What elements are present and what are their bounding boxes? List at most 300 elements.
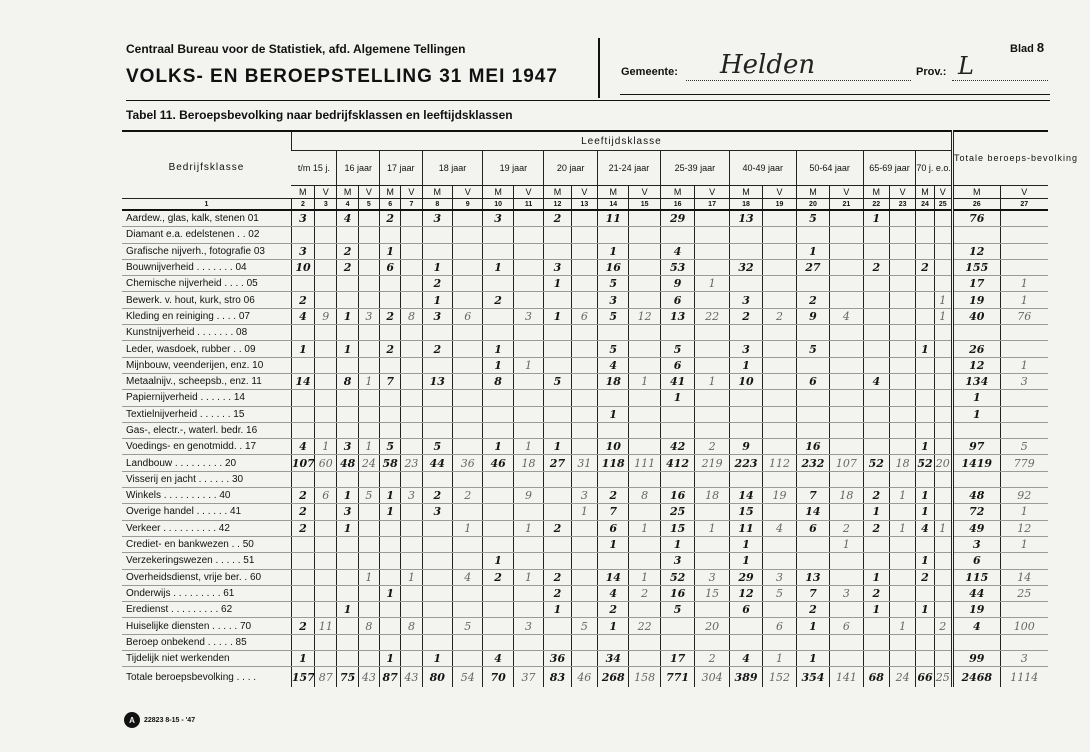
table-cell: 3 bbox=[1000, 651, 1048, 667]
table-cell bbox=[483, 634, 513, 650]
table-title: Tabel 11. Beroepsbevolking naar bedrijfsklassen en leeftijdsklassen bbox=[126, 108, 513, 122]
column-number: 9 bbox=[453, 199, 483, 211]
table-cell bbox=[660, 618, 694, 634]
table-cell bbox=[483, 390, 513, 406]
table-cell bbox=[453, 634, 483, 650]
table-cell bbox=[934, 357, 952, 373]
form-title: VOLKS- EN BEROEPSTELLING 31 MEI 1947 bbox=[126, 66, 558, 87]
table-cell bbox=[453, 504, 483, 520]
table-cell: 6 bbox=[660, 357, 694, 373]
column-number: 7 bbox=[401, 199, 422, 211]
table-cell bbox=[695, 390, 729, 406]
table-cell bbox=[763, 341, 796, 357]
column-number: 23 bbox=[889, 199, 915, 211]
table-cell bbox=[358, 325, 379, 341]
table-cell bbox=[695, 292, 729, 308]
table-cell bbox=[315, 341, 337, 357]
table-cell: 389 bbox=[729, 667, 762, 688]
table-cell bbox=[889, 276, 915, 292]
table-cell bbox=[889, 651, 915, 667]
table-cell bbox=[571, 276, 597, 292]
table-cell bbox=[315, 259, 337, 275]
table-row bbox=[122, 325, 1048, 341]
table-cell bbox=[544, 227, 571, 243]
table-cell bbox=[934, 651, 952, 667]
table-row bbox=[122, 585, 1048, 601]
table-cell: 157 bbox=[291, 667, 314, 688]
table-cell: 42 bbox=[660, 439, 694, 455]
table-cell: 3 bbox=[513, 618, 543, 634]
table-cell: 2 bbox=[291, 520, 314, 536]
table-cell bbox=[544, 634, 571, 650]
age-group-header: 21-24 jaar bbox=[598, 151, 661, 186]
row-label: Textielnijverheid . . . . . . 15 bbox=[122, 406, 291, 422]
table-cell bbox=[453, 553, 483, 569]
sex-label-m: M bbox=[544, 186, 571, 199]
table-cell: 25 bbox=[1000, 585, 1048, 601]
table-cell: 1 bbox=[695, 276, 729, 292]
table-cell bbox=[763, 422, 796, 438]
row-label: Tijdelijk niet werkenden bbox=[122, 651, 291, 667]
table-cell bbox=[337, 585, 358, 601]
table-cell: 16 bbox=[660, 488, 694, 504]
table-cell bbox=[889, 585, 915, 601]
table-cell: 75 bbox=[337, 667, 358, 688]
table-cell bbox=[796, 390, 829, 406]
table-cell: 3 bbox=[830, 585, 863, 601]
table-cell: 9 bbox=[729, 439, 762, 455]
table-cell bbox=[830, 439, 863, 455]
table-cell bbox=[796, 471, 829, 487]
table-cell: 2 bbox=[796, 292, 829, 308]
age-group-header: t/m 15 j. bbox=[291, 151, 337, 186]
table-cell bbox=[380, 520, 401, 536]
table-cell: 6 bbox=[796, 373, 829, 389]
table-cell bbox=[889, 422, 915, 438]
table-cell bbox=[453, 227, 483, 243]
table-cell bbox=[291, 390, 314, 406]
sex-label-m: M bbox=[863, 186, 889, 199]
table-cell: 12 bbox=[1000, 520, 1048, 536]
table-cell: 412 bbox=[660, 455, 694, 471]
table-cell bbox=[889, 373, 915, 389]
table-cell: 1 bbox=[796, 618, 829, 634]
table-cell: 49 bbox=[952, 520, 1000, 536]
table-cell bbox=[571, 439, 597, 455]
table-cell bbox=[401, 520, 422, 536]
table-cell bbox=[934, 569, 952, 585]
sex-label-v: V bbox=[889, 186, 915, 199]
table-cell: 5 bbox=[660, 341, 694, 357]
table-cell: 9 bbox=[513, 488, 543, 504]
table-cell bbox=[513, 634, 543, 650]
table-row bbox=[122, 357, 1048, 373]
table-cell bbox=[1000, 259, 1048, 275]
gemeente-line bbox=[686, 80, 911, 81]
table-cell: 2 bbox=[863, 259, 889, 275]
table-cell: 3 bbox=[1000, 373, 1048, 389]
table-cell bbox=[571, 357, 597, 373]
table-cell: 16 bbox=[796, 439, 829, 455]
table-cell bbox=[453, 471, 483, 487]
row-label: Verzekeringswezen . . . . . 51 bbox=[122, 553, 291, 569]
table-cell bbox=[695, 422, 729, 438]
table-cell bbox=[337, 471, 358, 487]
table-cell: 66 bbox=[916, 667, 934, 688]
table-cell bbox=[763, 373, 796, 389]
sex-label-m: M bbox=[952, 186, 1000, 199]
table-cell bbox=[358, 585, 379, 601]
table-cell: 5 bbox=[598, 276, 629, 292]
table-cell bbox=[315, 602, 337, 618]
table-cell: 3 bbox=[483, 210, 513, 227]
table-cell: 1 bbox=[422, 259, 452, 275]
table-cell bbox=[401, 373, 422, 389]
table-cell bbox=[830, 569, 863, 585]
table-row bbox=[122, 292, 1048, 308]
table-cell bbox=[380, 390, 401, 406]
table-cell: 1 bbox=[729, 536, 762, 552]
table-cell bbox=[629, 439, 660, 455]
table-cell: 1 bbox=[337, 520, 358, 536]
table-cell bbox=[830, 373, 863, 389]
table-cell: 48 bbox=[952, 488, 1000, 504]
table-cell bbox=[629, 210, 660, 227]
table-cell bbox=[422, 553, 452, 569]
table-cell bbox=[358, 553, 379, 569]
table-cell: 60 bbox=[315, 455, 337, 471]
table-cell bbox=[1000, 553, 1048, 569]
table-cell bbox=[763, 243, 796, 259]
table-cell: 4 bbox=[483, 651, 513, 667]
sex-label-m: M bbox=[422, 186, 452, 199]
table-cell bbox=[401, 422, 422, 438]
table-cell bbox=[629, 390, 660, 406]
table-cell: 1 bbox=[358, 373, 379, 389]
table-cell bbox=[483, 227, 513, 243]
table-cell bbox=[629, 602, 660, 618]
table-cell bbox=[796, 357, 829, 373]
table-cell bbox=[629, 536, 660, 552]
table-cell: 1 bbox=[380, 243, 401, 259]
total-header: Totale beroeps-bevolking bbox=[952, 131, 1048, 186]
table-cell bbox=[401, 276, 422, 292]
table-cell: 1419 bbox=[952, 455, 1000, 471]
table-cell: 99 bbox=[952, 651, 1000, 667]
table-cell bbox=[315, 357, 337, 373]
table-cell: 2 bbox=[483, 292, 513, 308]
table-cell bbox=[291, 422, 314, 438]
column-number: 21 bbox=[830, 199, 863, 211]
table-cell bbox=[544, 553, 571, 569]
table-cell bbox=[337, 227, 358, 243]
table-row bbox=[122, 471, 1048, 487]
table-cell bbox=[729, 634, 762, 650]
table-cell bbox=[401, 227, 422, 243]
table-cell: 1 bbox=[422, 292, 452, 308]
table-row bbox=[122, 618, 1048, 634]
table-cell: 6 bbox=[571, 308, 597, 324]
sex-label-m: M bbox=[916, 186, 934, 199]
table-cell: 1 bbox=[544, 308, 571, 324]
table-cell: 54 bbox=[453, 667, 483, 688]
table-cell: 76 bbox=[952, 210, 1000, 227]
table-cell bbox=[453, 390, 483, 406]
table-cell bbox=[513, 553, 543, 569]
table-cell: 92 bbox=[1000, 488, 1048, 504]
gemeente-value: Helden bbox=[720, 50, 816, 80]
table-cell: 3 bbox=[571, 488, 597, 504]
table-cell bbox=[889, 357, 915, 373]
table-cell bbox=[315, 585, 337, 601]
table-cell bbox=[830, 553, 863, 569]
table-cell bbox=[337, 406, 358, 422]
table-cell bbox=[934, 210, 952, 227]
table-cell: 1 bbox=[1000, 276, 1048, 292]
table-cell: 6 bbox=[763, 618, 796, 634]
sex-label-v: V bbox=[358, 186, 379, 199]
table-cell: 4 bbox=[453, 569, 483, 585]
table-cell bbox=[695, 471, 729, 487]
gemeente-label: Gemeente: bbox=[621, 66, 678, 78]
row-label: Crediet- en bankwezen . . 50 bbox=[122, 536, 291, 552]
table-cell: 1 bbox=[934, 520, 952, 536]
table-cell: 1 bbox=[695, 520, 729, 536]
table-cell: 18 bbox=[889, 455, 915, 471]
organization-name: Centraal Bureau voor de Statistiek, afd. Algemene Tellingen bbox=[126, 42, 466, 56]
table-cell: 19 bbox=[952, 602, 1000, 618]
table-cell bbox=[830, 243, 863, 259]
table-cell bbox=[483, 536, 513, 552]
table-cell bbox=[453, 276, 483, 292]
table-cell bbox=[544, 618, 571, 634]
table-cell: 68 bbox=[863, 667, 889, 688]
header-divider bbox=[598, 38, 600, 98]
table-cell: 1 bbox=[1000, 504, 1048, 520]
table-cell: 1 bbox=[830, 536, 863, 552]
table-cell bbox=[934, 634, 952, 650]
table-cell bbox=[629, 634, 660, 650]
table-cell bbox=[380, 602, 401, 618]
table-cell bbox=[291, 406, 314, 422]
table-cell bbox=[401, 406, 422, 422]
table-cell bbox=[315, 325, 337, 341]
table-cell bbox=[401, 439, 422, 455]
table-cell bbox=[629, 292, 660, 308]
table-cell: 5 bbox=[453, 618, 483, 634]
table-cell: 1 bbox=[934, 292, 952, 308]
table-cell bbox=[889, 308, 915, 324]
table-cell: 11 bbox=[598, 210, 629, 227]
row-label: Metaalnijv., scheepsb., enz. 11 bbox=[122, 373, 291, 389]
sex-label-m: M bbox=[380, 186, 401, 199]
table-cell: 52 bbox=[660, 569, 694, 585]
table-cell: 779 bbox=[1000, 455, 1048, 471]
table-cell: 3 bbox=[695, 569, 729, 585]
table-cell bbox=[889, 325, 915, 341]
table-cell bbox=[1000, 406, 1048, 422]
table-cell bbox=[863, 422, 889, 438]
table-cell bbox=[830, 390, 863, 406]
table-cell: 31 bbox=[571, 455, 597, 471]
table-cell bbox=[796, 536, 829, 552]
data-table-wrapper bbox=[122, 130, 1079, 687]
table-cell: 4 bbox=[729, 651, 762, 667]
table-cell bbox=[916, 618, 934, 634]
table-cell: 1 bbox=[660, 390, 694, 406]
table-cell: 14 bbox=[1000, 569, 1048, 585]
table-cell: 1 bbox=[729, 357, 762, 373]
table-cell bbox=[380, 553, 401, 569]
row-label: Overige handel . . . . . . 41 bbox=[122, 504, 291, 520]
table-cell: 10 bbox=[291, 259, 314, 275]
table-cell: 70 bbox=[483, 667, 513, 688]
table-row bbox=[122, 259, 1048, 275]
table-cell: 2 bbox=[544, 210, 571, 227]
table-cell bbox=[291, 585, 314, 601]
table-cell bbox=[1000, 422, 1048, 438]
table-row bbox=[122, 569, 1048, 585]
table-cell bbox=[315, 553, 337, 569]
table-cell: 14 bbox=[729, 488, 762, 504]
table-cell: 2468 bbox=[952, 667, 1000, 688]
table-cell bbox=[422, 618, 452, 634]
table-cell bbox=[763, 357, 796, 373]
table-cell: 5 bbox=[660, 602, 694, 618]
table-cell bbox=[401, 504, 422, 520]
table-cell bbox=[863, 227, 889, 243]
table-cell: 4 bbox=[337, 210, 358, 227]
table-cell: 87 bbox=[315, 667, 337, 688]
row-label: Gas-, electr.-, waterl. bedr. 16 bbox=[122, 422, 291, 438]
row-label: Totale beroepsbevolking . . . . bbox=[122, 667, 291, 688]
table-cell bbox=[337, 357, 358, 373]
table-cell bbox=[571, 553, 597, 569]
table-cell bbox=[544, 243, 571, 259]
table-cell bbox=[571, 373, 597, 389]
table-cell bbox=[571, 585, 597, 601]
prov-value: L bbox=[958, 52, 974, 80]
table-cell: 8 bbox=[358, 618, 379, 634]
table-cell: 1 bbox=[513, 439, 543, 455]
table-cell bbox=[934, 422, 952, 438]
table-cell: 3 bbox=[422, 308, 452, 324]
table-cell bbox=[598, 422, 629, 438]
table-cell: 16 bbox=[660, 585, 694, 601]
table-cell bbox=[598, 634, 629, 650]
table-cell bbox=[513, 373, 543, 389]
table-cell bbox=[544, 536, 571, 552]
sex-label-m: M bbox=[598, 186, 629, 199]
table-cell: 17 bbox=[952, 276, 1000, 292]
table-cell: 5 bbox=[571, 618, 597, 634]
table-cell bbox=[863, 390, 889, 406]
table-cell: 1 bbox=[483, 553, 513, 569]
table-cell bbox=[513, 276, 543, 292]
table-cell bbox=[889, 439, 915, 455]
table-cell: 223 bbox=[729, 455, 762, 471]
table-cell: 2 bbox=[291, 488, 314, 504]
table-cell bbox=[453, 210, 483, 227]
table-cell bbox=[483, 618, 513, 634]
table-cell: 5 bbox=[422, 439, 452, 455]
table-cell: 1 bbox=[380, 585, 401, 601]
table-cell: 4 bbox=[916, 520, 934, 536]
table-cell: 1 bbox=[863, 569, 889, 585]
table-cell bbox=[337, 536, 358, 552]
table-cell bbox=[358, 422, 379, 438]
table-cell bbox=[660, 406, 694, 422]
table-cell bbox=[571, 292, 597, 308]
table-cell bbox=[830, 227, 863, 243]
row-label: Landbouw . . . . . . . . . 20 bbox=[122, 455, 291, 471]
table-cell bbox=[629, 325, 660, 341]
table-cell bbox=[513, 504, 543, 520]
table-cell bbox=[483, 471, 513, 487]
table-cell bbox=[401, 243, 422, 259]
table-cell bbox=[695, 553, 729, 569]
table-cell bbox=[380, 569, 401, 585]
table-cell bbox=[422, 406, 452, 422]
table-cell bbox=[544, 422, 571, 438]
total-row bbox=[122, 667, 1048, 688]
table-cell bbox=[358, 651, 379, 667]
table-cell bbox=[337, 276, 358, 292]
table-row bbox=[122, 553, 1048, 569]
table-cell bbox=[695, 406, 729, 422]
table-cell: 5 bbox=[598, 341, 629, 357]
table-cell bbox=[483, 520, 513, 536]
table-cell bbox=[337, 390, 358, 406]
table-cell: 1 bbox=[380, 651, 401, 667]
table-cell: 46 bbox=[571, 667, 597, 688]
table-cell bbox=[337, 634, 358, 650]
table-cell: 2 bbox=[763, 308, 796, 324]
table-cell bbox=[571, 602, 597, 618]
table-cell bbox=[291, 227, 314, 243]
table-cell bbox=[315, 536, 337, 552]
cbs-logo-icon: A bbox=[124, 712, 140, 728]
row-label: Voedings- en genotmidd. . 17 bbox=[122, 439, 291, 455]
table-cell: 2 bbox=[629, 585, 660, 601]
table-cell bbox=[598, 325, 629, 341]
table-cell bbox=[337, 422, 358, 438]
table-cell bbox=[380, 422, 401, 438]
table-cell bbox=[916, 308, 934, 324]
table-cell bbox=[729, 243, 762, 259]
table-cell bbox=[916, 390, 934, 406]
table-cell bbox=[513, 259, 543, 275]
table-cell: 43 bbox=[401, 667, 422, 688]
table-cell bbox=[796, 406, 829, 422]
table-cell: 1 bbox=[337, 602, 358, 618]
table-cell: 2 bbox=[337, 243, 358, 259]
table-cell bbox=[315, 634, 337, 650]
table-cell bbox=[358, 210, 379, 227]
table-cell bbox=[401, 602, 422, 618]
table-row bbox=[122, 422, 1048, 438]
table-cell: 1 bbox=[337, 308, 358, 324]
prov-line bbox=[952, 80, 1048, 81]
table-cell: 1 bbox=[401, 569, 422, 585]
table-cell bbox=[571, 651, 597, 667]
table-cell bbox=[889, 341, 915, 357]
table-cell: 1 bbox=[916, 553, 934, 569]
table-cell bbox=[380, 325, 401, 341]
table-cell bbox=[863, 634, 889, 650]
table-cell bbox=[401, 259, 422, 275]
table-cell bbox=[763, 504, 796, 520]
